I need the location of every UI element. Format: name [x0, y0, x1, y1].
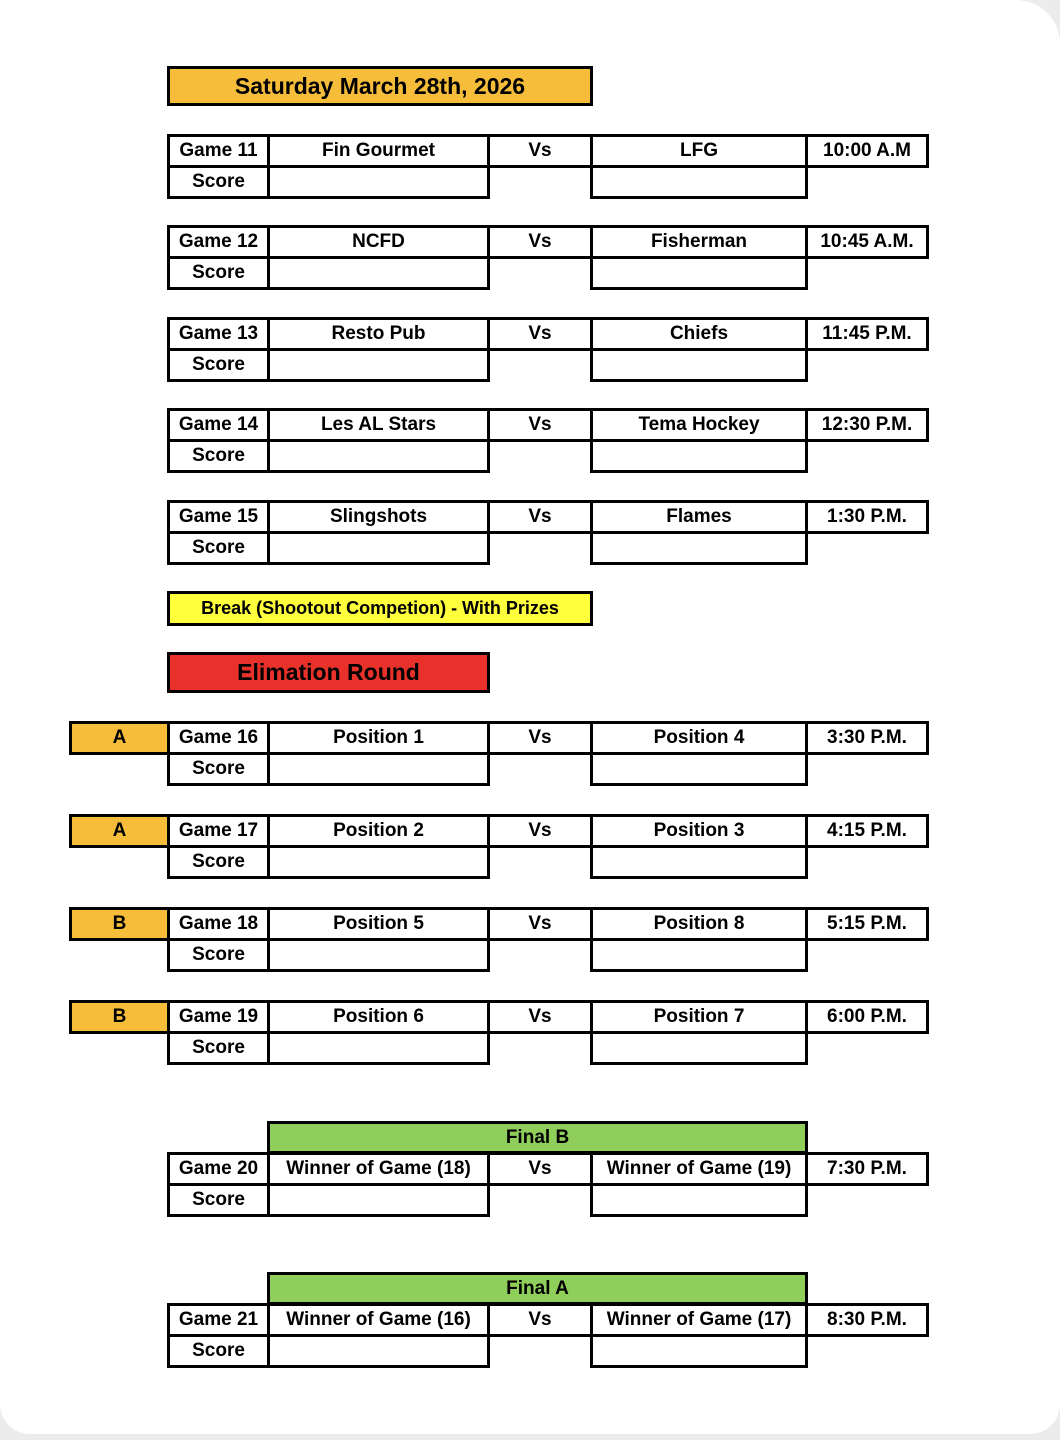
group-label: B	[69, 1000, 170, 1034]
away-team: Winner of Game (17)	[590, 1303, 808, 1337]
home-score	[267, 1334, 490, 1368]
vs-label: Vs	[487, 1303, 593, 1337]
break-banner: Break (Shootout Competion) - With Prizes	[167, 591, 593, 626]
home-team: Resto Pub	[267, 317, 490, 351]
vs-label: Vs	[487, 317, 593, 351]
away-score	[590, 1183, 808, 1217]
home-score	[267, 938, 490, 972]
away-score	[590, 1031, 808, 1065]
game-time: 3:30 P.M.	[805, 721, 929, 755]
game-time: 10:45 A.M.	[805, 225, 929, 259]
away-team: Fisherman	[590, 225, 808, 259]
home-score	[267, 256, 490, 290]
group-label: B	[69, 907, 170, 941]
home-score	[267, 531, 490, 565]
home-score	[267, 348, 490, 382]
home-team: Les AL Stars	[267, 408, 490, 442]
home-team: Position 2	[267, 814, 490, 848]
home-score	[267, 1031, 490, 1065]
home-team: Winner of Game (18)	[267, 1152, 490, 1186]
elimination-banner: Elimation Round	[167, 652, 490, 693]
home-team: Winner of Game (16)	[267, 1303, 490, 1337]
game-number: Game 12	[167, 225, 270, 259]
home-team: NCFD	[267, 225, 490, 259]
home-score	[267, 752, 490, 786]
game-number: Game 17	[167, 814, 270, 848]
game-number: Game 14	[167, 408, 270, 442]
game-number: Game 11	[167, 134, 270, 168]
group-label: A	[69, 814, 170, 848]
game-number: Game 21	[167, 1303, 270, 1337]
home-score	[267, 1183, 490, 1217]
home-score	[267, 165, 490, 199]
game-time: 1:30 P.M.	[805, 500, 929, 534]
away-score	[590, 1334, 808, 1368]
vs-label: Vs	[487, 408, 593, 442]
away-team: Flames	[590, 500, 808, 534]
home-team: Slingshots	[267, 500, 490, 534]
vs-label: Vs	[487, 721, 593, 755]
away-team: Position 8	[590, 907, 808, 941]
away-score	[590, 256, 808, 290]
score-label: Score	[167, 256, 270, 290]
score-label: Score	[167, 439, 270, 473]
game-time: 8:30 P.M.	[805, 1303, 929, 1337]
home-score	[267, 439, 490, 473]
final-title: Final B	[267, 1121, 808, 1154]
vs-label: Vs	[487, 1152, 593, 1186]
group-label: A	[69, 721, 170, 755]
game-number: Game 15	[167, 500, 270, 534]
score-label: Score	[167, 1334, 270, 1368]
game-time: 10:00 A.M	[805, 134, 929, 168]
score-label: Score	[167, 1031, 270, 1065]
vs-label: Vs	[487, 1000, 593, 1034]
away-team: Tema Hockey	[590, 408, 808, 442]
game-number: Game 18	[167, 907, 270, 941]
score-label: Score	[167, 938, 270, 972]
game-time: 7:30 P.M.	[805, 1152, 929, 1186]
away-team: Position 3	[590, 814, 808, 848]
vs-label: Vs	[487, 134, 593, 168]
game-time: 11:45 P.M.	[805, 317, 929, 351]
away-team: Position 4	[590, 721, 808, 755]
game-number: Game 20	[167, 1152, 270, 1186]
away-team: LFG	[590, 134, 808, 168]
date-header: Saturday March 28th, 2026	[167, 66, 593, 106]
away-score	[590, 938, 808, 972]
away-team: Chiefs	[590, 317, 808, 351]
home-team: Position 6	[267, 1000, 490, 1034]
home-team: Position 1	[267, 721, 490, 755]
away-score	[590, 845, 808, 879]
score-label: Score	[167, 165, 270, 199]
away-score	[590, 165, 808, 199]
away-score	[590, 348, 808, 382]
game-time: 5:15 P.M.	[805, 907, 929, 941]
score-label: Score	[167, 348, 270, 382]
vs-label: Vs	[487, 225, 593, 259]
game-time: 12:30 P.M.	[805, 408, 929, 442]
game-number: Game 13	[167, 317, 270, 351]
game-number: Game 16	[167, 721, 270, 755]
vs-label: Vs	[487, 500, 593, 534]
home-team: Position 5	[267, 907, 490, 941]
score-label: Score	[167, 752, 270, 786]
score-label: Score	[167, 531, 270, 565]
vs-label: Vs	[487, 814, 593, 848]
game-time: 6:00 P.M.	[805, 1000, 929, 1034]
away-score	[590, 531, 808, 565]
vs-label: Vs	[487, 907, 593, 941]
score-label: Score	[167, 845, 270, 879]
away-score	[590, 752, 808, 786]
final-title: Final A	[267, 1272, 808, 1305]
away-score	[590, 439, 808, 473]
game-time: 4:15 P.M.	[805, 814, 929, 848]
away-team: Position 7	[590, 1000, 808, 1034]
home-score	[267, 845, 490, 879]
score-label: Score	[167, 1183, 270, 1217]
home-team: Fin Gourmet	[267, 134, 490, 168]
game-number: Game 19	[167, 1000, 270, 1034]
away-team: Winner of Game (19)	[590, 1152, 808, 1186]
